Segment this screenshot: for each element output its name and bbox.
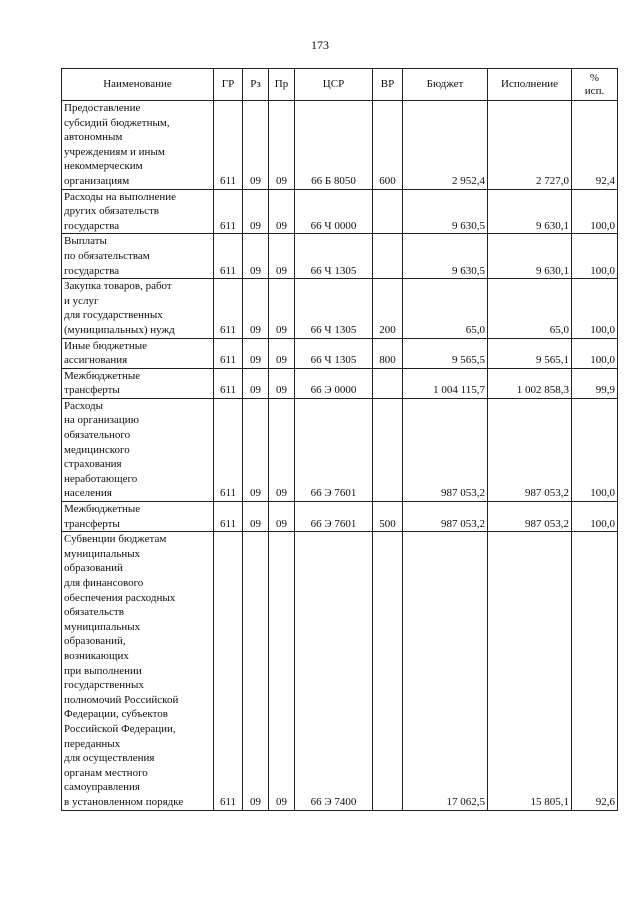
cell-csr: 66 Ч 1305 — [295, 338, 373, 368]
table-row — [62, 279, 618, 338]
cell-budget: 17 062,5 — [403, 532, 488, 810]
cell-name: Межбюджетные трансферты — [62, 368, 214, 398]
cell-name: Межбюджетные трансферты — [62, 502, 214, 532]
cell-vr — [373, 398, 403, 501]
header-budget: Бюджет — [403, 69, 488, 101]
cell-budget: 2 952,4 — [403, 101, 488, 190]
table-row — [62, 234, 618, 279]
header-execution: Исполнение — [488, 69, 572, 101]
table-header-row — [62, 69, 618, 101]
cell-budget: 1 004 115,7 — [403, 368, 488, 398]
cell-percent: 92,4 — [572, 101, 618, 190]
cell-gr: 611 — [214, 398, 243, 501]
cell-budget: 65,0 — [403, 279, 488, 338]
cell-execution: 2 727,0 — [488, 101, 572, 190]
cell-rz: 09 — [243, 234, 269, 279]
cell-rz: 09 — [243, 368, 269, 398]
cell-percent: 99,9 — [572, 368, 618, 398]
cell-name: Субвенции бюджетам муниципальных образований для финансового обеспечения расходных обязательств муниципальных образований, возникающих при выполнении государственных полномочий Российской Федерации, субъектов Российской Федерации, переданных для осуществления органам местного самоуправления в установленном порядке — [62, 532, 214, 810]
cell-name: Закупка товаров, работ и услуг для государственных (муниципальных) нужд — [62, 279, 214, 338]
cell-name: Иные бюджетные ассигнования — [62, 338, 214, 368]
cell-gr: 611 — [214, 532, 243, 810]
cell-name: Расходы на организацию обязательного медицинского страхования неработающего населения — [62, 398, 214, 501]
cell-csr: 66 Ч 1305 — [295, 279, 373, 338]
header-gr: ГР — [214, 69, 243, 101]
cell-budget: 987 053,2 — [403, 502, 488, 532]
cell-execution: 1 002 858,3 — [488, 368, 572, 398]
table-row — [62, 502, 618, 532]
cell-name: Выплаты по обязательствам государства — [62, 234, 214, 279]
cell-rz: 09 — [243, 398, 269, 501]
cell-gr: 611 — [214, 502, 243, 532]
cell-execution: 9 630,1 — [488, 189, 572, 234]
header-name: Наименование — [62, 69, 214, 101]
cell-execution: 15 805,1 — [488, 532, 572, 810]
cell-csr: 66 Э 7400 — [295, 532, 373, 810]
table-row — [62, 189, 618, 234]
table-row — [62, 398, 618, 501]
cell-pr: 09 — [269, 368, 295, 398]
header-pr: Пр — [269, 69, 295, 101]
cell-budget: 9 565,5 — [403, 338, 488, 368]
cell-vr — [373, 532, 403, 810]
cell-gr: 611 — [214, 189, 243, 234]
cell-budget: 987 053,2 — [403, 398, 488, 501]
header-csr: ЦСР — [295, 69, 373, 101]
cell-name: Предоставление субсидий бюджетным, автономным учреждениям и иным некоммерческим организациям — [62, 101, 214, 190]
cell-gr: 611 — [214, 101, 243, 190]
page-number: 173 — [311, 38, 329, 52]
cell-execution: 9 630,1 — [488, 234, 572, 279]
cell-rz: 09 — [243, 532, 269, 810]
cell-rz: 09 — [243, 279, 269, 338]
budget-execution-table — [61, 68, 618, 811]
cell-gr: 611 — [214, 368, 243, 398]
cell-budget: 9 630,5 — [403, 189, 488, 234]
cell-pr: 09 — [269, 279, 295, 338]
cell-rz: 09 — [243, 189, 269, 234]
cell-percent: 100,0 — [572, 338, 618, 368]
header-vr: ВР — [373, 69, 403, 101]
cell-gr: 611 — [214, 234, 243, 279]
header-rz: Рз — [243, 69, 269, 101]
cell-vr — [373, 234, 403, 279]
cell-percent: 100,0 — [572, 189, 618, 234]
table-row — [62, 532, 618, 810]
cell-vr: 200 — [373, 279, 403, 338]
cell-pr: 09 — [269, 338, 295, 368]
cell-vr: 600 — [373, 101, 403, 190]
table-row — [62, 101, 618, 190]
cell-vr: 800 — [373, 338, 403, 368]
cell-gr: 611 — [214, 279, 243, 338]
cell-execution: 65,0 — [488, 279, 572, 338]
cell-csr: 66 Б 8050 — [295, 101, 373, 190]
cell-pr: 09 — [269, 101, 295, 190]
header-percent — [572, 69, 618, 101]
cell-pr: 09 — [269, 502, 295, 532]
cell-pr: 09 — [269, 189, 295, 234]
cell-pr: 09 — [269, 398, 295, 501]
cell-percent: 100,0 — [572, 234, 618, 279]
cell-rz: 09 — [243, 502, 269, 532]
cell-vr — [373, 368, 403, 398]
cell-execution: 987 053,2 — [488, 502, 572, 532]
header-percent-label: исп. — [584, 84, 605, 97]
cell-percent: 100,0 — [572, 279, 618, 338]
cell-csr: 66 Ч 0000 — [295, 189, 373, 234]
cell-percent: 100,0 — [572, 502, 618, 532]
cell-percent: 92,6 — [572, 532, 618, 810]
cell-vr: 500 — [373, 502, 403, 532]
cell-execution: 9 565,1 — [488, 338, 572, 368]
table-row — [62, 338, 618, 368]
cell-csr: 66 Ч 1305 — [295, 234, 373, 279]
cell-name: Расходы на выполнение других обязательств государства — [62, 189, 214, 234]
table-row — [62, 368, 618, 398]
header-percent-sign: % — [589, 71, 600, 84]
cell-vr — [373, 189, 403, 234]
cell-budget: 9 630,5 — [403, 234, 488, 279]
cell-execution: 987 053,2 — [488, 398, 572, 501]
cell-percent: 100,0 — [572, 398, 618, 501]
cell-pr: 09 — [269, 532, 295, 810]
table-body — [62, 101, 618, 811]
cell-csr: 66 Э 0000 — [295, 368, 373, 398]
cell-rz: 09 — [243, 338, 269, 368]
cell-csr: 66 Э 7601 — [295, 502, 373, 532]
cell-gr: 611 — [214, 338, 243, 368]
cell-csr: 66 Э 7601 — [295, 398, 373, 501]
cell-rz: 09 — [243, 101, 269, 190]
cell-pr: 09 — [269, 234, 295, 279]
